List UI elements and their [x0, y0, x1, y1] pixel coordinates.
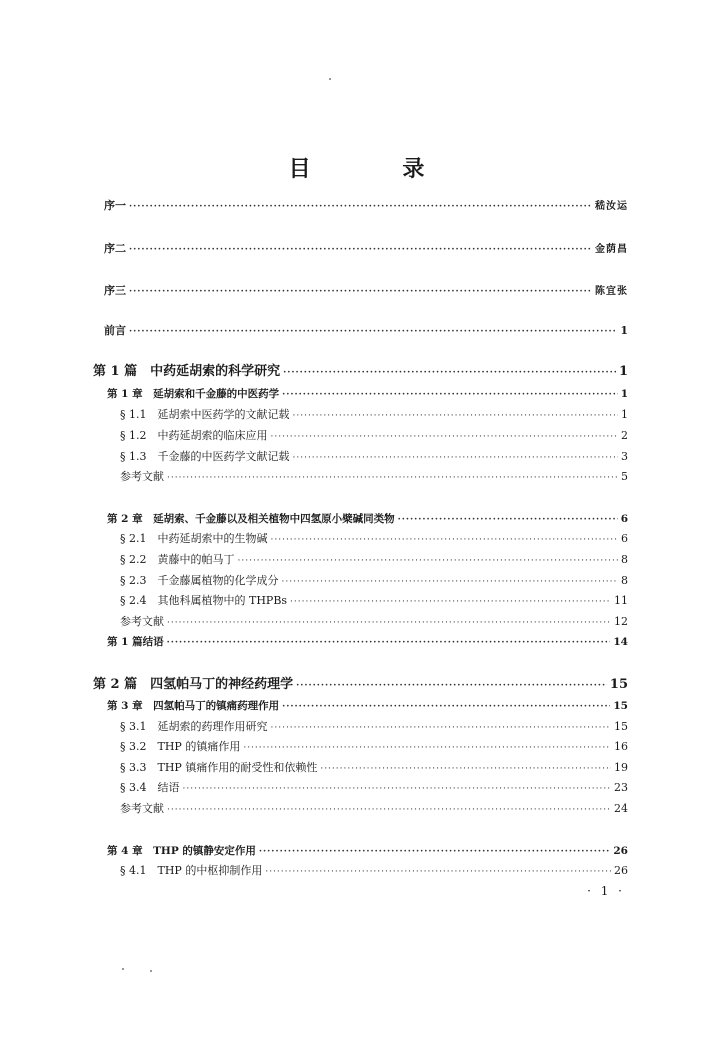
toc-chapter-3[interactable]	[107, 698, 628, 714]
dot-leader	[183, 781, 612, 797]
dot-leader	[271, 720, 612, 736]
toc-entry-label: 参考文献	[120, 802, 164, 815]
toc-entry-page: 24	[614, 802, 628, 815]
dot-leader	[259, 844, 610, 860]
dot-leader	[271, 429, 619, 445]
toc-entry-page: 1	[620, 324, 628, 337]
toc-entry-foreword[interactable]	[104, 323, 628, 339]
toc-entry-label: § 1.1 延胡索中医药学的文献记载	[120, 408, 290, 421]
page-number: · 1 ·	[587, 884, 625, 898]
toc-entry-label: § 2.4 其他科属植物中的 THPBs	[120, 594, 288, 607]
toc-section[interactable]	[120, 863, 628, 879]
toc-entry-page: 12	[614, 615, 628, 628]
toc-references[interactable]	[120, 469, 628, 485]
toc-section[interactable]	[120, 593, 628, 609]
toc-entry-label: 第 4 章 THP 的镇静安定作用	[107, 845, 256, 857]
dot-leader	[398, 512, 618, 528]
toc-section[interactable]	[120, 449, 628, 465]
toc-entry-page: 5	[621, 470, 628, 483]
toc-entry-label: 序二	[104, 242, 126, 255]
dot-leader	[283, 365, 616, 381]
dot-leader	[167, 802, 611, 818]
toc-entry-label: 第 3 章 四氢帕马丁的镇痛药理作用	[107, 700, 280, 712]
toc-entry-author: 嵇汝运	[595, 201, 628, 212]
toc-entry-page: 6	[620, 513, 628, 525]
toc-references[interactable]	[120, 801, 628, 817]
toc-chapter-4[interactable]	[107, 843, 628, 859]
dot-leader	[129, 242, 592, 258]
toc-entry-page: 26	[613, 845, 628, 857]
toc-entry-label: § 3.2 THP 的镇痛作用	[120, 740, 241, 753]
toc-entry-page: 19	[614, 761, 628, 774]
toc-entry-page: 15	[614, 720, 628, 733]
toc-entry-page: 11	[614, 594, 628, 607]
toc-entry-page: 16	[614, 740, 628, 753]
toc-entry-label: § 1.3 千金藤的中医药学文献记载	[120, 450, 290, 463]
toc-entry-label: 参考文献	[120, 615, 164, 628]
toc-entry-label: 第 1 章 延胡索和千金藤的中医药学	[107, 388, 280, 400]
dot-leader	[282, 574, 619, 590]
toc-entry-label: § 2.2 黄藤中的帕马丁	[120, 553, 235, 566]
toc-entry-page: 15	[609, 677, 628, 692]
toc-part-2[interactable]	[93, 677, 628, 693]
scan-speck	[122, 968, 124, 970]
toc-chapter-2[interactable]	[107, 511, 628, 527]
page-title: 目 录	[288, 157, 467, 182]
dot-leader	[320, 761, 611, 777]
dot-leader	[167, 470, 618, 486]
dot-leader	[296, 678, 607, 694]
toc-section[interactable]	[120, 739, 628, 755]
toc-entry-preface-1[interactable]	[104, 198, 628, 214]
toc-chapter-1[interactable]	[107, 386, 628, 402]
toc-references[interactable]	[120, 614, 628, 630]
toc-entry-label: 序一	[104, 199, 126, 212]
dot-leader	[293, 450, 619, 466]
toc-section[interactable]	[120, 407, 628, 423]
toc-entry-label: 第 2 章 延胡索、千金藤以及相关植物中四氢原小檗碱同类物	[107, 513, 395, 525]
dot-leader	[238, 553, 619, 569]
toc-entry-label: 参考文献	[120, 470, 164, 483]
toc-entry-author: 陈宜张	[595, 286, 628, 297]
toc-entry-label: § 1.2 中药延胡索的临床应用	[120, 429, 268, 442]
toc-section[interactable]	[120, 552, 628, 568]
toc-section[interactable]	[120, 719, 628, 735]
dot-leader	[293, 408, 619, 424]
toc-part-1[interactable]	[93, 364, 628, 380]
toc-entry-label: 前言	[104, 324, 126, 337]
toc-entry-page: 8	[621, 574, 628, 587]
toc-section[interactable]	[120, 760, 628, 776]
toc-entry-label: § 3.1 延胡索的药理作用研究	[120, 720, 268, 733]
dot-leader	[167, 615, 611, 631]
dot-leader	[129, 284, 592, 300]
toc-entry-label: 序三	[104, 284, 126, 297]
toc-entry-page: 26	[614, 864, 628, 877]
dot-leader	[282, 699, 610, 715]
toc-section[interactable]	[120, 531, 628, 547]
dot-leader	[129, 199, 592, 215]
dot-leader	[243, 740, 611, 756]
toc-entry-preface-3[interactable]	[104, 283, 628, 299]
toc-entry-page: 2	[621, 429, 628, 442]
toc-section[interactable]	[120, 573, 628, 589]
dot-leader	[265, 864, 611, 880]
toc-section[interactable]	[120, 780, 628, 796]
dot-leader	[271, 532, 619, 548]
toc-entry-label: 第 1 篇 中药延胡索的科学研究	[93, 364, 281, 379]
toc-entry-label: § 2.1 中药延胡索中的生物碱	[120, 532, 268, 545]
toc-entry-page: 23	[614, 781, 628, 794]
toc-entry-label: 第 2 篇 四氢帕马丁的神经药理学	[93, 677, 294, 692]
scan-speck	[329, 78, 331, 80]
toc-entry-label: § 3.3 THP 镇痛作用的耐受性和依赖性	[120, 761, 318, 774]
toc-entry-page: 14	[613, 636, 628, 648]
toc-entry-label: § 3.4 结语	[120, 781, 180, 794]
dot-leader	[290, 594, 611, 610]
toc-entry-author: 金荫昌	[595, 244, 628, 255]
toc-entry-preface-2[interactable]	[104, 241, 628, 257]
dot-leader	[282, 387, 618, 403]
toc-entry-page: 3	[621, 450, 628, 463]
dot-leader	[129, 324, 617, 340]
toc-entry-label: 第 1 篇结语	[107, 636, 164, 648]
toc-entry-page: 1	[621, 408, 628, 421]
toc-entry-page: 1	[618, 364, 628, 379]
toc-entry-page: 15	[613, 700, 628, 712]
toc-entry-label: § 4.1 THP 的中枢抑制作用	[120, 864, 263, 877]
toc-entry-page: 8	[621, 553, 628, 566]
scan-speck	[150, 970, 152, 972]
dot-leader	[167, 635, 611, 651]
toc-entry-label: § 2.3 千金藤属植物的化学成分	[120, 574, 279, 587]
toc-entry-page: 1	[620, 388, 628, 400]
toc-entry-page: 6	[621, 532, 628, 545]
toc-section[interactable]	[120, 428, 628, 444]
toc-part-1-conclusion[interactable]	[107, 634, 628, 650]
